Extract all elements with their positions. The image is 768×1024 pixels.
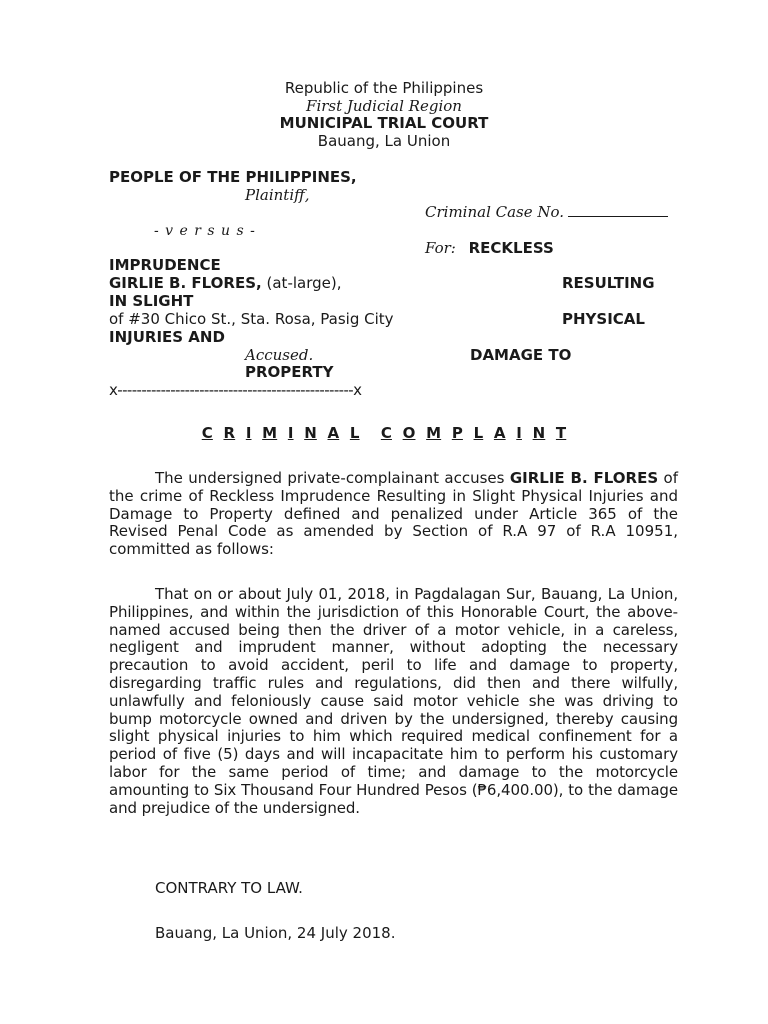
p1-intro: The undersigned private-complainant accuses xyxy=(155,469,510,487)
title-gap xyxy=(235,424,246,442)
title-letter: I xyxy=(287,424,294,442)
title-letter: I xyxy=(245,424,252,442)
plaintiff-name: PEOPLE OF THE PHILIPPINES, xyxy=(109,168,357,186)
title-letter: A xyxy=(493,424,506,442)
accused-address: of #30 Chico St., Sta. Rosa, Pasig City xyxy=(109,310,394,328)
title-letter: C xyxy=(201,424,213,442)
paragraph-facts: That on or about July 01, 2018, in Pagdalagan Sur, Bauang, La Union, Philippines, and within the jurisdiction of this Honorable Court, the above-named accused being then the driver of a motor vehicle, in a careless, negligent and imprudent manner, without adopting the necessary precaution to avoid accident, peril to life and damage to property, disregarding traffic rules and regulations, did then and there wilfully, unlawfully and feloniously cause said motor vehicle she was driving to bump motorcycle owned and driven by the undersigned, thereby causing slight physical injuries to him which required medical confinement for a period of five (5) days and will incapacitate him to perform his customary labor for the same period of time; and damage to the motorcycle amounting to Six Thousand Four Hundred Pesos (₱6,400.00), to the damage and prejudice of the undersigned. xyxy=(109,585,678,817)
title-gap xyxy=(522,424,533,442)
document-title xyxy=(0,424,768,442)
title-letter: O xyxy=(402,424,416,442)
offense-property: PROPERTY xyxy=(245,363,334,381)
date-line: Bauang, La Union, 24 July 2018. xyxy=(155,924,396,942)
for-label: For: xyxy=(425,239,456,257)
title-letter: M xyxy=(426,424,442,442)
title-gap xyxy=(441,424,452,442)
title-letter: I xyxy=(516,424,522,442)
title-gap xyxy=(294,424,305,442)
header-court: MUNICIPAL TRIAL COURT xyxy=(279,114,489,132)
offense-damage-to: DAMAGE TO xyxy=(470,346,572,364)
title-gap xyxy=(360,424,381,442)
title-letter: R xyxy=(223,424,236,442)
accused-role: Accused. xyxy=(245,346,314,364)
paragraph-accusation xyxy=(109,470,678,559)
versus: - v e r s u s - xyxy=(154,223,256,239)
title-gap xyxy=(463,424,474,442)
header-place: Bauang, La Union xyxy=(317,132,451,150)
accused-name: GIRLIE B. FLORES, xyxy=(109,274,262,292)
caption-separator: x-------------------------------------------------x xyxy=(109,381,362,399)
title-gap xyxy=(317,424,328,442)
offense-physical: PHYSICAL xyxy=(562,310,645,328)
offense-resulting: RESULTING xyxy=(562,274,655,292)
title-letter: A xyxy=(327,424,340,442)
accused-line xyxy=(109,274,342,292)
title-letter: P xyxy=(451,424,463,442)
offense-in-slight: IN SLIGHT xyxy=(109,292,194,310)
offense-imprudence: IMPRUDENCE xyxy=(109,256,221,274)
title-gap xyxy=(483,424,494,442)
title-letter: N xyxy=(304,424,317,442)
title-gap xyxy=(213,424,224,442)
header-region: First Judicial Region xyxy=(306,97,462,115)
title-gap xyxy=(339,424,350,442)
case-number-line xyxy=(425,203,668,221)
title-letter: T xyxy=(555,424,567,442)
title-letter: L xyxy=(349,424,360,442)
title-gap xyxy=(506,424,517,442)
title-gap xyxy=(415,424,426,442)
plaintiff-role: Plaintiff, xyxy=(245,186,310,204)
offense-line-1 xyxy=(425,239,554,257)
p1-rest: of the crime of Reckless Imprudence Resulting in Slight Physical Injuries and Damage to Property defined and penalized under Article 365 of the Revised Penal Code as amended by Section of R.A 97 of R.A 10951, committed as follows: xyxy=(109,469,678,559)
p1-accused-name: GIRLIE B. FLORES xyxy=(509,469,659,487)
contrary-to-law: CONTRARY TO LAW. xyxy=(155,879,303,897)
title-gap xyxy=(545,424,556,442)
title-letter: C xyxy=(380,424,392,442)
case-number-label: Criminal Case No. xyxy=(425,203,565,221)
title-letter: N xyxy=(532,424,546,442)
title-letter: M xyxy=(262,424,278,442)
title-letter: L xyxy=(473,424,484,442)
title-gap xyxy=(392,424,403,442)
header-republic: Republic of the Philippines xyxy=(284,79,484,97)
offense-injuries-and: INJURIES AND xyxy=(109,328,225,346)
title-gap xyxy=(277,424,288,442)
title-gap xyxy=(252,424,263,442)
offense-reckless: RECKLESS xyxy=(468,239,554,257)
accused-status: (at-large), xyxy=(266,274,342,292)
case-number-blank xyxy=(568,203,668,217)
